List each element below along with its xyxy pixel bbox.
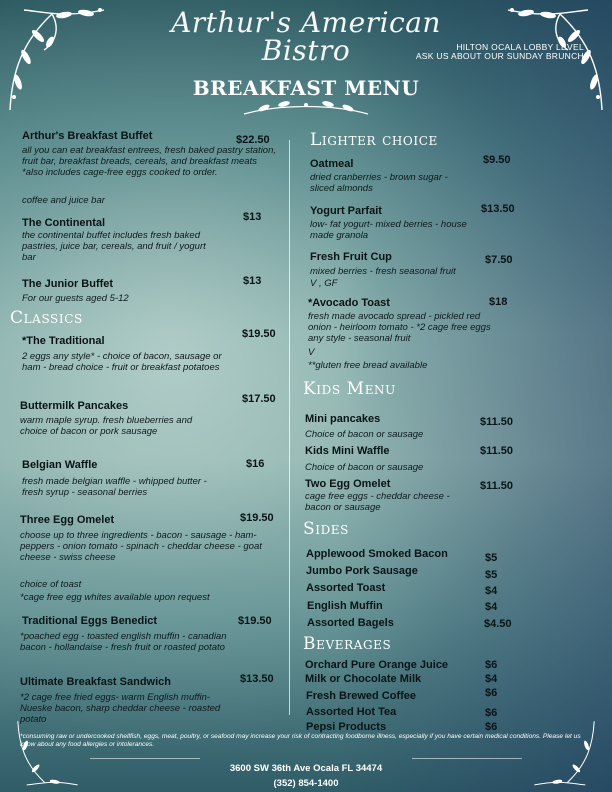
menu-item-price: $13.50 xyxy=(240,673,274,685)
menu-item-price: $11.50 xyxy=(480,416,514,428)
beverage-name: Milk or Chocolate Milk xyxy=(305,673,422,685)
side-item-name: Applewood Smoked Bacon xyxy=(306,548,448,560)
leaf-flourish-top-left-icon xyxy=(4,2,114,112)
menu-item-description: all you can eat breakfast entrees, fresh baked pastry station, fruit bar, breakfast breads, cereals, and breakfast meats *also includes cage-free eggs cooked to order. xyxy=(22,145,277,179)
menu-item-name: Three Egg Omelet xyxy=(20,514,115,526)
side-item-price: $4.50 xyxy=(484,618,512,630)
menu-item-price: $11.50 xyxy=(480,480,514,492)
side-item-price: $4 xyxy=(485,585,498,597)
beverage-name: Assorted Hot Tea xyxy=(306,706,397,718)
footer-divider-right xyxy=(412,758,522,759)
menu-item-description: *2 cage free fried eggs- warm English muffin- Nueske bacon, sharp cheddar cheese - roasted potato xyxy=(20,692,221,726)
menu-item-price: $13.50 xyxy=(481,203,515,215)
section-title-kids-menu: Kids Menu xyxy=(303,379,396,399)
menu-item-name: Traditional Eggs Benedict xyxy=(22,615,158,627)
menu-item-name: Oatmeal xyxy=(310,158,354,170)
column-divider xyxy=(289,140,290,715)
menu-item-description: mixed berries - fresh seasonal fruit xyxy=(310,266,456,277)
menu-item-price: $22.50 xyxy=(236,134,270,146)
menu-item-name: Buttermilk Pancakes xyxy=(20,400,129,412)
menu-item-note: **gluten free bread available xyxy=(308,360,428,371)
menu-item-price: $17.50 xyxy=(242,393,276,405)
side-item-price: $5 xyxy=(485,552,498,564)
menu-item-name: Yogurt Parfait xyxy=(310,205,382,217)
food-safety-disclaimer: *consuming raw or undercooked shellfish, eggs, meat, poultry, or seafood may increase your risk of contracting foodborne illness, especially if you have certain medical conditions. Please let us know about any food allergies or intolerances. xyxy=(20,733,581,748)
menu-item-description: choose up to three ingredients - bacon - sausage - ham- peppers - onion tomato - spinach - cheddar cheese - goat cheese - swiss cheese xyxy=(20,530,262,564)
menu-item-name: Belgian Waffle xyxy=(22,459,98,471)
beverage-price: $6 xyxy=(485,659,498,671)
side-item-name: Assorted Toast xyxy=(306,582,386,594)
menu-item-description: *poached egg - toasted english muffin - canadian bacon - hollandaise - fresh fruit or roasted potato xyxy=(20,631,227,654)
leaf-laurel-icon xyxy=(240,98,372,120)
menu-item-name: Ultimate Breakfast Sandwich xyxy=(20,676,171,688)
menu-item-price: $13 xyxy=(243,275,262,287)
menu-item-name: The Junior Buffet xyxy=(22,278,114,290)
side-item-price: $5 xyxy=(485,569,498,581)
menu-item-description: the continental buffet includes fresh baked pastries, juice bar, cereals, and fruit / yogurt bar xyxy=(22,230,206,264)
menu-item-name: Mini pancakes xyxy=(305,413,381,425)
menu-item-description: low- fat yogurt- mixed berries - house made granola xyxy=(310,219,467,242)
menu-item-name: Fresh Fruit Cup xyxy=(310,251,392,263)
brunch-note: ASK US ABOUT OUR SUNDAY BRUNCH xyxy=(415,51,584,61)
side-item-name: English Muffin xyxy=(307,600,383,612)
menu-item-diet-tags: V , GF xyxy=(310,278,338,289)
address: 3600 SW 36th Ave Ocala FL 34474 xyxy=(229,763,383,774)
footer-divider-left xyxy=(90,758,200,759)
menu-item-description: 2 eggs any style* - choice of bacon, sausage or ham - bread choice - fruit or breakfast potatoes xyxy=(22,351,222,374)
menu-item-price: $7.50 xyxy=(485,254,513,266)
menu-item-name: Kids Mini Waffle xyxy=(305,445,390,457)
beverage-name: Pepsi Products xyxy=(306,721,387,733)
menu-item-description: dried cranberries - brown sugar - sliced almonds xyxy=(310,172,448,195)
menu-item-name: *The Traditional xyxy=(22,335,105,347)
section-title-beverages: Beverages xyxy=(303,634,392,654)
location-note: HILTON OCALA LOBBY LEVEL xyxy=(456,42,584,52)
beverage-name: Fresh Brewed Coffee xyxy=(306,690,417,702)
restaurant-name-line2: Bistro xyxy=(261,34,351,67)
menu-item-name: Arthur's Breakfast Buffet xyxy=(22,130,153,142)
menu-item-description: fresh made belgian waffle - whipped butter - fresh syrup - seasonal berries xyxy=(22,476,207,499)
beverage-name: Orchard Pure Orange Juice xyxy=(305,659,449,671)
menu-item-name: The Continental xyxy=(22,217,106,229)
section-title-sides: Sides xyxy=(303,519,349,539)
menu-item-price: $18 xyxy=(489,296,508,308)
menu-item-description: warm maple syrup. fresh blueberries and choice of bacon or pork sausage xyxy=(20,415,193,438)
menu-item-name: Two Egg Omelet xyxy=(305,478,391,490)
menu-item-description: cage free eggs - cheddar cheese - bacon or sausage xyxy=(305,491,450,514)
section-title-lighter-choice: Lighter choice xyxy=(310,130,438,150)
menu-title: BREAKFAST MENU xyxy=(192,76,420,100)
beverage-price: $6 xyxy=(485,687,498,699)
menu-item-description: Choice of bacon or sausage xyxy=(305,462,424,473)
side-item-name: Jumbo Pork Sausage xyxy=(306,565,418,577)
menu-item-price: $9.50 xyxy=(483,154,511,166)
menu-item-description: fresh made avocado spread - pickled red onion - heirloom tomato - *2 cage free eggs any style - seasonal fruit xyxy=(308,311,491,345)
menu-item-name: *Avocado Toast xyxy=(308,297,390,309)
menu-item-price: $13 xyxy=(243,211,262,223)
menu-item-price: $19.50 xyxy=(240,512,274,524)
beverage-price: $6 xyxy=(485,707,498,719)
menu-item-note: choice of toast xyxy=(20,579,82,590)
menu-item-note: *cage free egg whites available upon request xyxy=(20,592,210,603)
beverage-price: $4 xyxy=(485,673,498,685)
menu-item-price: $11.50 xyxy=(480,445,514,457)
section-title-classics: Classics xyxy=(10,308,83,328)
menu-item-description: Choice of bacon or sausage xyxy=(305,429,424,440)
menu-item-price: $16 xyxy=(246,458,265,470)
menu-item-description: For our guests aged 5-12 xyxy=(22,293,129,304)
menu-item-note: coffee and juice bar xyxy=(22,195,105,206)
menu-item-diet-tags: V xyxy=(308,347,315,358)
restaurant-name-line1: Arthur's American xyxy=(171,6,441,39)
menu-item-price: $19.50 xyxy=(242,328,276,340)
phone-number: (352) 854-1400 xyxy=(273,778,339,789)
beverage-price: $6 xyxy=(485,721,498,733)
side-item-name: Assorted Bagels xyxy=(307,617,394,629)
side-item-price: $4 xyxy=(485,601,498,613)
menu-item-price: $19.50 xyxy=(238,615,272,627)
